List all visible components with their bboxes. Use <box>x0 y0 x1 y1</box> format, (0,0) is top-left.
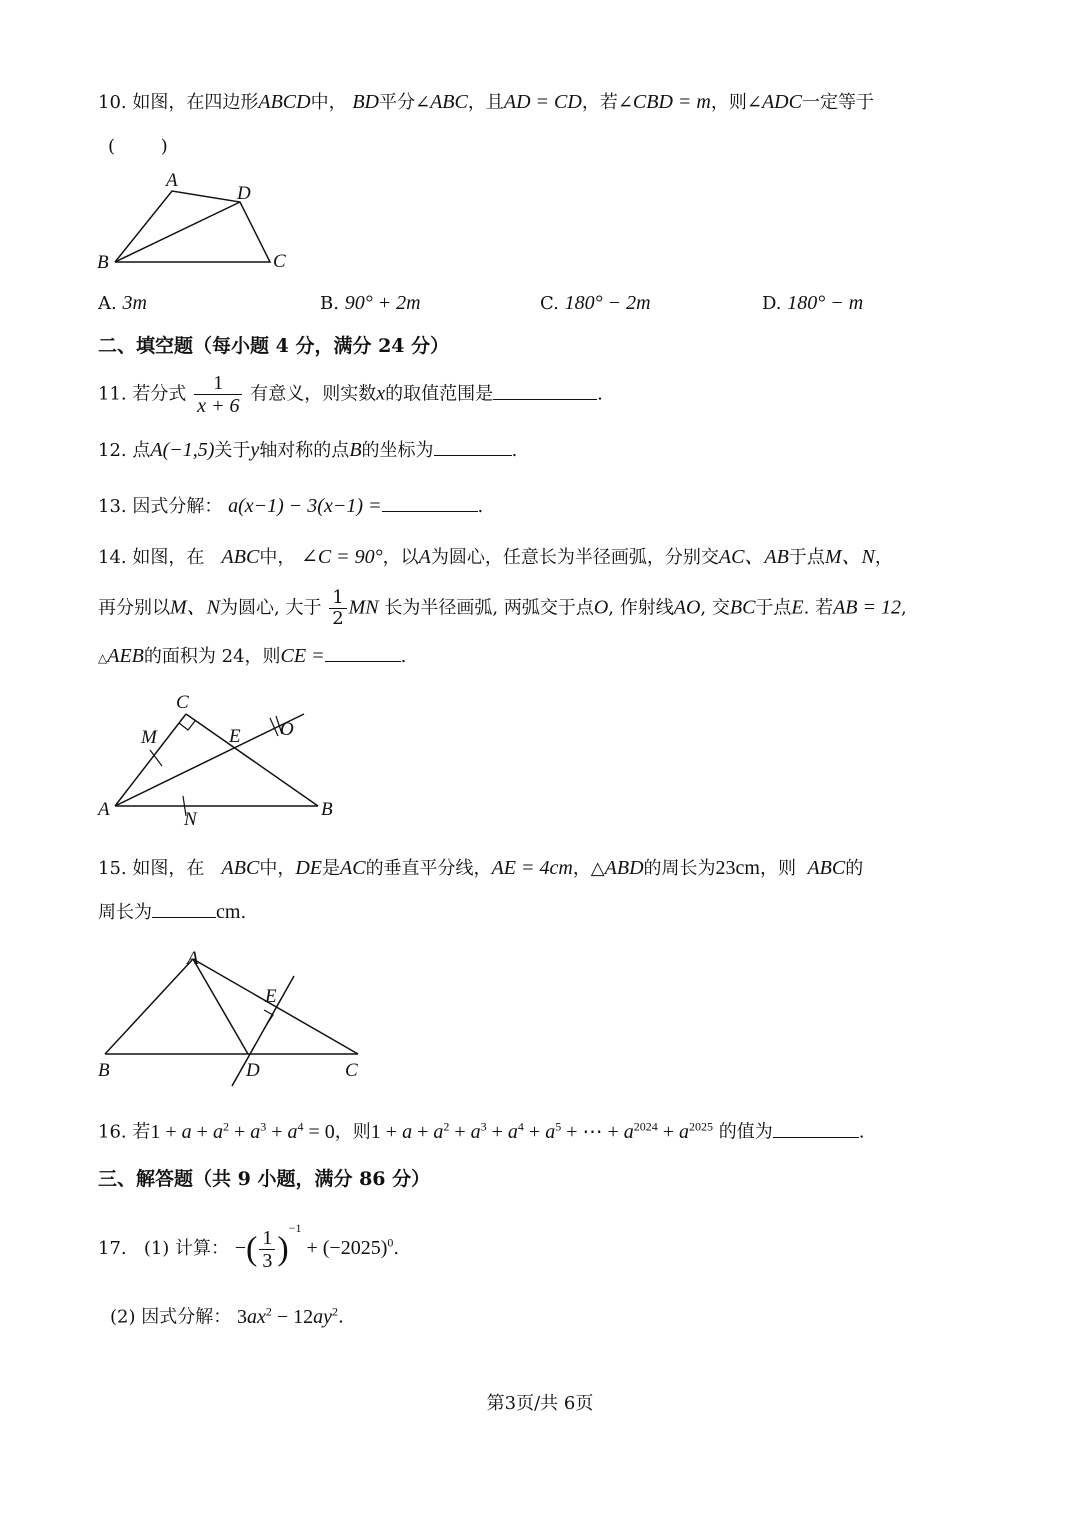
q15-label-b: B <box>98 1060 110 1081</box>
q10-figure <box>90 168 300 280</box>
q10-option-c: C. 180° − 2m <box>540 292 651 314</box>
q14-half-fraction: $\frac{1}{2}$ <box>329 588 346 629</box>
q10-option-d: D. 180° − m <box>762 292 864 314</box>
q14-label-o: O <box>280 719 294 740</box>
q16-blank[interactable] <box>773 1136 859 1138</box>
q14-label-a: A <box>98 799 110 820</box>
q14-figure <box>90 686 350 832</box>
q11-blank[interactable] <box>493 398 597 400</box>
q10-text: 10. 如图，在四边形ABCD中， BD平分∠ABC，且AD = CD，若∠CBD = m，则∠ADC一定等于 <box>98 91 874 113</box>
q16-text: 16. 若$1 + a + a^2 + a^3 + a^4 = 0$，则$1 + a + a^2 + a^3 + a^4 + a^5$ + ⋯ + $a^{2024} + a^{2025}$ 的值为 . <box>98 1119 865 1143</box>
q11-text: 11. 若分式 $\frac{1}{x + 6}$ 有意义，则实数x的取值范围是 . <box>98 372 603 417</box>
q14-label-e: E <box>229 726 241 747</box>
q13-blank[interactable] <box>382 510 478 512</box>
q10-label-a: A <box>166 170 178 191</box>
q15-label-d: D <box>246 1060 260 1081</box>
q14-label-c: C <box>176 692 189 713</box>
q10-answer-paren: ( ) <box>108 136 168 157</box>
q17-expression-1: −( $\frac{1}{3}$ )$^{-1} + (-2025)^0$ <box>234 1221 394 1272</box>
q12-blank[interactable] <box>434 454 512 456</box>
q12-text: 12. 点A(−1,5)关于y轴对称的点B的坐标为 . <box>98 439 518 461</box>
q10-label-c: C <box>273 251 286 272</box>
q14-blank[interactable] <box>325 660 401 662</box>
q10-label-d: D <box>237 183 251 204</box>
section3-heading: 三、解答题（共 9 小题，满分 86 分） <box>98 1168 431 1190</box>
q15-figure <box>90 944 375 1092</box>
q15-label-a: A <box>187 948 199 969</box>
section2-heading: 二、填空题（每小题 4 分，满分 24 分） <box>98 335 450 357</box>
q10-label-b: B <box>97 252 109 273</box>
q14-label-m: M <box>141 727 157 748</box>
q11-fraction: $\frac{1}{x + 6}$ <box>194 372 242 417</box>
q13-text: 13. 因式分解： a(x−1) − 3(x−1) = . <box>98 495 484 517</box>
q15-label-c: C <box>345 1060 358 1081</box>
page-footer: 第3页/共 6页 <box>486 1393 594 1414</box>
q14-line3: △AEB的面积为 24，则CE = . <box>98 645 407 667</box>
q14-line2: 再分别以M、N为圆心, 大于 $\frac{1}{2}$ MN 长为半径画弧, 两弧交于点O, 作射线AO, 交BC于点E. 若AB = 12, <box>98 587 907 629</box>
q10-option-b: B. 90° + 2m <box>320 292 421 314</box>
q16-expression: $1 + a + a^2 + a^3 + a^4 + a^5$ + ⋯ + $a^{2024} + a^{2025}$ <box>370 1119 714 1143</box>
q15-blank[interactable] <box>152 916 216 918</box>
q16-condition: $1 + a + a^2 + a^3 + a^4 = 0$ <box>150 1119 335 1143</box>
q15-line1: 15. 如图，在 ABC中，DE是AC的垂直平分线，AE = 4cm，△ABD的周长为23cm，则 ABC的 <box>98 857 864 879</box>
q17-expression-2: $3ax^2 - 12ay^2$ <box>236 1304 339 1328</box>
q14-label-b: B <box>321 799 333 820</box>
q14-line1: 14. 如图，在 ABC中， ∠C = 90°，以A为圆心，任意长为半径画弧，分别交AC、AB于点M、N， <box>98 546 893 568</box>
q17-part1: 17. (1) 计算： −( $\frac{1}{3}$ )$^{-1} + (-2025)^0$. <box>98 1221 400 1272</box>
q14-label-n: N <box>184 809 197 830</box>
q10-option-a: A. 3m <box>98 292 147 314</box>
q17-part2: (2) 因式分解： $3ax^2 - 12ay^2$. <box>110 1304 344 1328</box>
q15-label-e: E <box>265 986 277 1007</box>
q15-line2: 周长为 cm. <box>98 901 247 923</box>
